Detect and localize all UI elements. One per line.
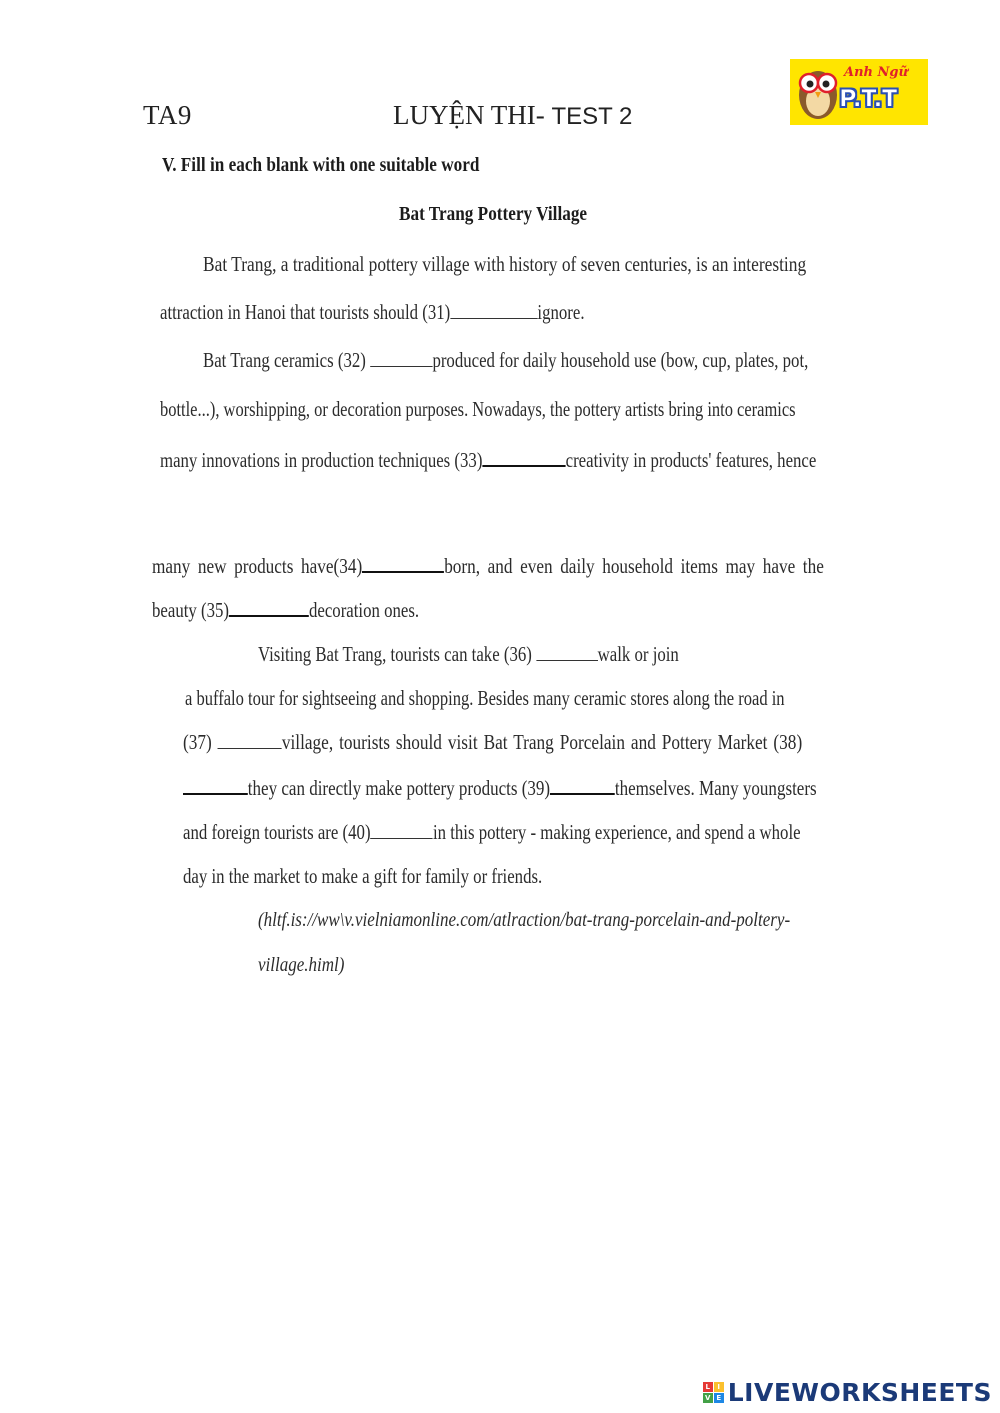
line-text: walk or join	[597, 642, 679, 666]
line-text: ignore.	[537, 300, 585, 324]
line-text: and foreign tourists are (40)	[183, 820, 371, 844]
blank-33[interactable]	[482, 447, 565, 467]
line-text: attraction in Hanoi that tourists should (31)	[160, 300, 451, 324]
blank-34[interactable]	[362, 553, 444, 573]
passage-line	[152, 597, 419, 623]
blank-39[interactable]	[550, 775, 615, 795]
passage-line	[183, 730, 802, 755]
passage-line: bottle...), worshipping, or decoration purposes. Nowadays, the pottery artists bring into ceramics	[160, 397, 796, 421]
line-text: produced for daily household use (bow, cup, plates, pot,	[432, 348, 809, 372]
passage-line: a buffalo tour for sightseeing and shopping. Besides many ceramic stores along the road in	[185, 686, 785, 710]
line-text: born, and even daily household items may have the	[444, 554, 824, 578]
passage-line: Bat Trang, a traditional pottery village with history of seven centuries, is an interesting	[203, 252, 807, 276]
section-heading: V. Fill in each blank with one suitable word	[162, 154, 480, 176]
line-text: many new products have(34)	[152, 554, 363, 578]
blank-32[interactable]	[370, 348, 432, 367]
header-title	[393, 100, 632, 131]
passage-line	[183, 775, 817, 801]
blank-38[interactable]	[183, 775, 248, 795]
line-text: in this pottery - making experience, and spend a whole	[432, 820, 801, 844]
line-text: Visiting Bat Trang, tourists can take (36)	[258, 642, 537, 666]
logo-tagline: Anh Ngữ	[844, 65, 908, 80]
source-citation: village.himl)	[258, 954, 345, 976]
passage-line	[160, 300, 585, 325]
liveworksheets-wordmark: LIVEWORKSHEETS	[727, 1378, 992, 1407]
line-text: themselves. Many youngsters	[614, 776, 817, 800]
logo-tile: V	[703, 1393, 713, 1403]
blank-31[interactable]	[450, 300, 537, 319]
line-text: village, tourists should visit Bat Trang Porcelain and Pottery Market (38)	[281, 730, 803, 754]
blank-36[interactable]	[536, 642, 598, 661]
logo-wordmark: P.T.T	[840, 85, 898, 112]
logo-tile: E	[714, 1393, 724, 1403]
passage-line	[183, 820, 801, 845]
line-text: they can directly make pottery products (39)	[247, 776, 551, 800]
header-title-main: LUYỆN THI-	[393, 100, 545, 130]
line-text: many innovations in production techniques (33)	[160, 448, 483, 472]
liveworksheets-logo-icon	[703, 1382, 724, 1403]
owl-icon	[796, 63, 840, 121]
blank-40[interactable]	[371, 820, 433, 839]
liveworksheets-watermark	[703, 1378, 992, 1407]
line-text: (37)	[183, 730, 218, 754]
blank-37[interactable]	[218, 730, 282, 749]
brand-logo	[790, 59, 928, 125]
passage-line	[203, 348, 808, 373]
source-citation: (hltf.is://ww\v.vielniamonline.com/atlraction/bat-trang-porcelain-and-poltery-	[258, 909, 791, 931]
passage-title: Bat Trang Pottery Village	[399, 203, 588, 225]
blank-35[interactable]	[229, 597, 309, 617]
line-text: beauty (35)	[152, 598, 229, 622]
logo-tile: L	[703, 1382, 713, 1392]
passage-line	[258, 642, 679, 667]
logo-tile: I	[714, 1382, 724, 1392]
passage-line: day in the market to make a gift for family or friends.	[183, 864, 543, 888]
line-text: Bat Trang ceramics (32)	[203, 348, 371, 372]
header-title-test: TEST 2	[551, 103, 633, 130]
line-text: decoration ones.	[308, 598, 420, 622]
line-text: creativity in products' features, hence	[565, 448, 817, 472]
passage-line	[160, 447, 816, 473]
passage-line	[152, 553, 824, 579]
header-code: TA9	[143, 100, 192, 130]
